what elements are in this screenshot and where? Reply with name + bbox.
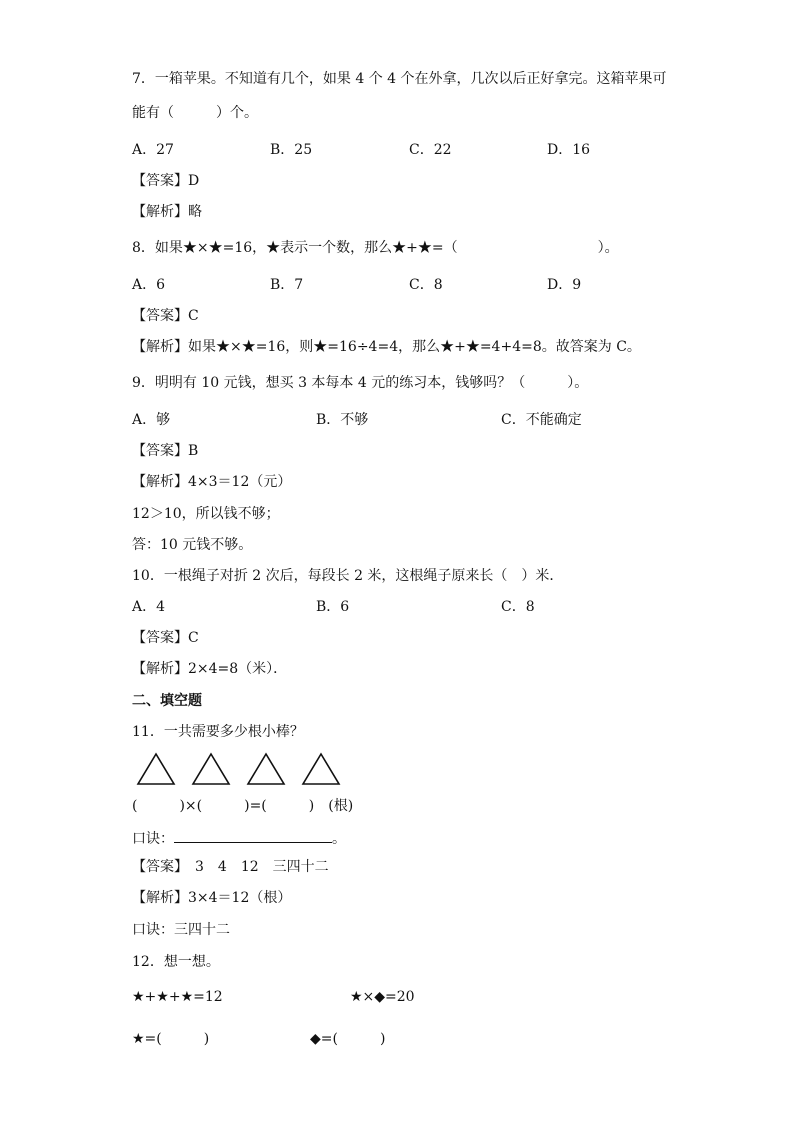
q8-stem: 8．如果★×★=16，★表示一个数，那么★+★=（ ）。 — [132, 240, 619, 256]
q7-answer: 【答案】D — [132, 173, 200, 189]
q8-option-c: C．8 — [409, 277, 443, 293]
q11-answer: 【答案】 3 4 12 三四十二 — [132, 859, 329, 875]
section-title: 二、填空题 — [132, 693, 202, 709]
q8-analysis: 【解析】如果★×★=16，则★=16÷4=4，那么★+★=4+4=8。故答案为 C。 — [132, 339, 641, 355]
q8-option-d: D．9 — [547, 277, 582, 293]
q12-stem: 12．想一想。 — [132, 954, 220, 970]
triangle-icon — [136, 752, 176, 786]
q10-option-c: C．8 — [501, 599, 535, 615]
triangle-icon — [246, 752, 286, 786]
q7-stem-line2: 能有（ ）个。 — [132, 105, 258, 121]
q7-stem-line1: 7．一箱苹果。不知道有几个，如果 4 个 4 个在外拿，几次以后正好拿完。这箱苹果可 — [132, 71, 667, 87]
q10-option-b: B．6 — [316, 599, 350, 615]
koujue-end: 。 — [332, 831, 346, 847]
q11-analysis: 【解析】3×4＝12（根） — [132, 890, 292, 906]
koujue-blank — [174, 828, 332, 843]
q12-equation-2: ★×◆=20 — [350, 989, 415, 1005]
q7-analysis: 【解析】略 — [132, 204, 202, 220]
q9-analysis: 【解析】4×3＝12（元） — [132, 474, 292, 490]
q7-option-a: A．27 — [132, 142, 174, 158]
q12-blank-diamond: ◆=( ) — [310, 1031, 386, 1047]
q10-stem: 10．一根绳子对折 2 次后，每段长 2 米，这根绳子原来长（ ）米． — [132, 568, 564, 584]
q11-koujue-prompt — [132, 828, 346, 848]
q10-answer: 【答案】C — [132, 630, 199, 646]
q9-option-b: B．不够 — [316, 412, 369, 428]
triangle-icon — [191, 752, 231, 786]
q12-blank-star: ★=( ) — [132, 1031, 210, 1047]
triangle-icon — [301, 752, 341, 786]
q7-option-c: C．22 — [409, 142, 452, 158]
q9-option-a: A．够 — [132, 412, 171, 428]
q10-option-a: A．4 — [132, 599, 166, 615]
q8-option-a: A．6 — [132, 277, 166, 293]
q9-option-c: C．不能确定 — [501, 412, 582, 428]
q9-answer: 【答案】B — [132, 443, 199, 459]
q10-analysis: 【解析】2×4=8（米）． — [132, 661, 288, 677]
q9-analysis-line2: 12＞10，所以钱不够； — [132, 506, 280, 522]
q11-formula: ( )×( )=( ) (根) — [132, 798, 354, 814]
q7-option-b: B．25 — [270, 142, 313, 158]
triangle-row — [130, 750, 350, 786]
q11-koujue-answer: 口诀：三四十二 — [132, 922, 230, 938]
q8-answer: 【答案】C — [132, 308, 199, 324]
koujue-label: 口诀： — [132, 831, 174, 847]
q7-option-d: D．16 — [547, 142, 591, 158]
q8-option-b: B．7 — [270, 277, 304, 293]
q9-stem: 9．明明有 10 元钱，想买 3 本每本 4 元的练习本，钱够吗？（ ）。 — [132, 375, 589, 391]
q12-equation-1: ★+★+★=12 — [132, 989, 223, 1005]
q9-analysis-line3: 答：10 元钱不够。 — [132, 537, 253, 553]
q11-stem: 11．一共需要多少根小棒？ — [132, 724, 304, 740]
